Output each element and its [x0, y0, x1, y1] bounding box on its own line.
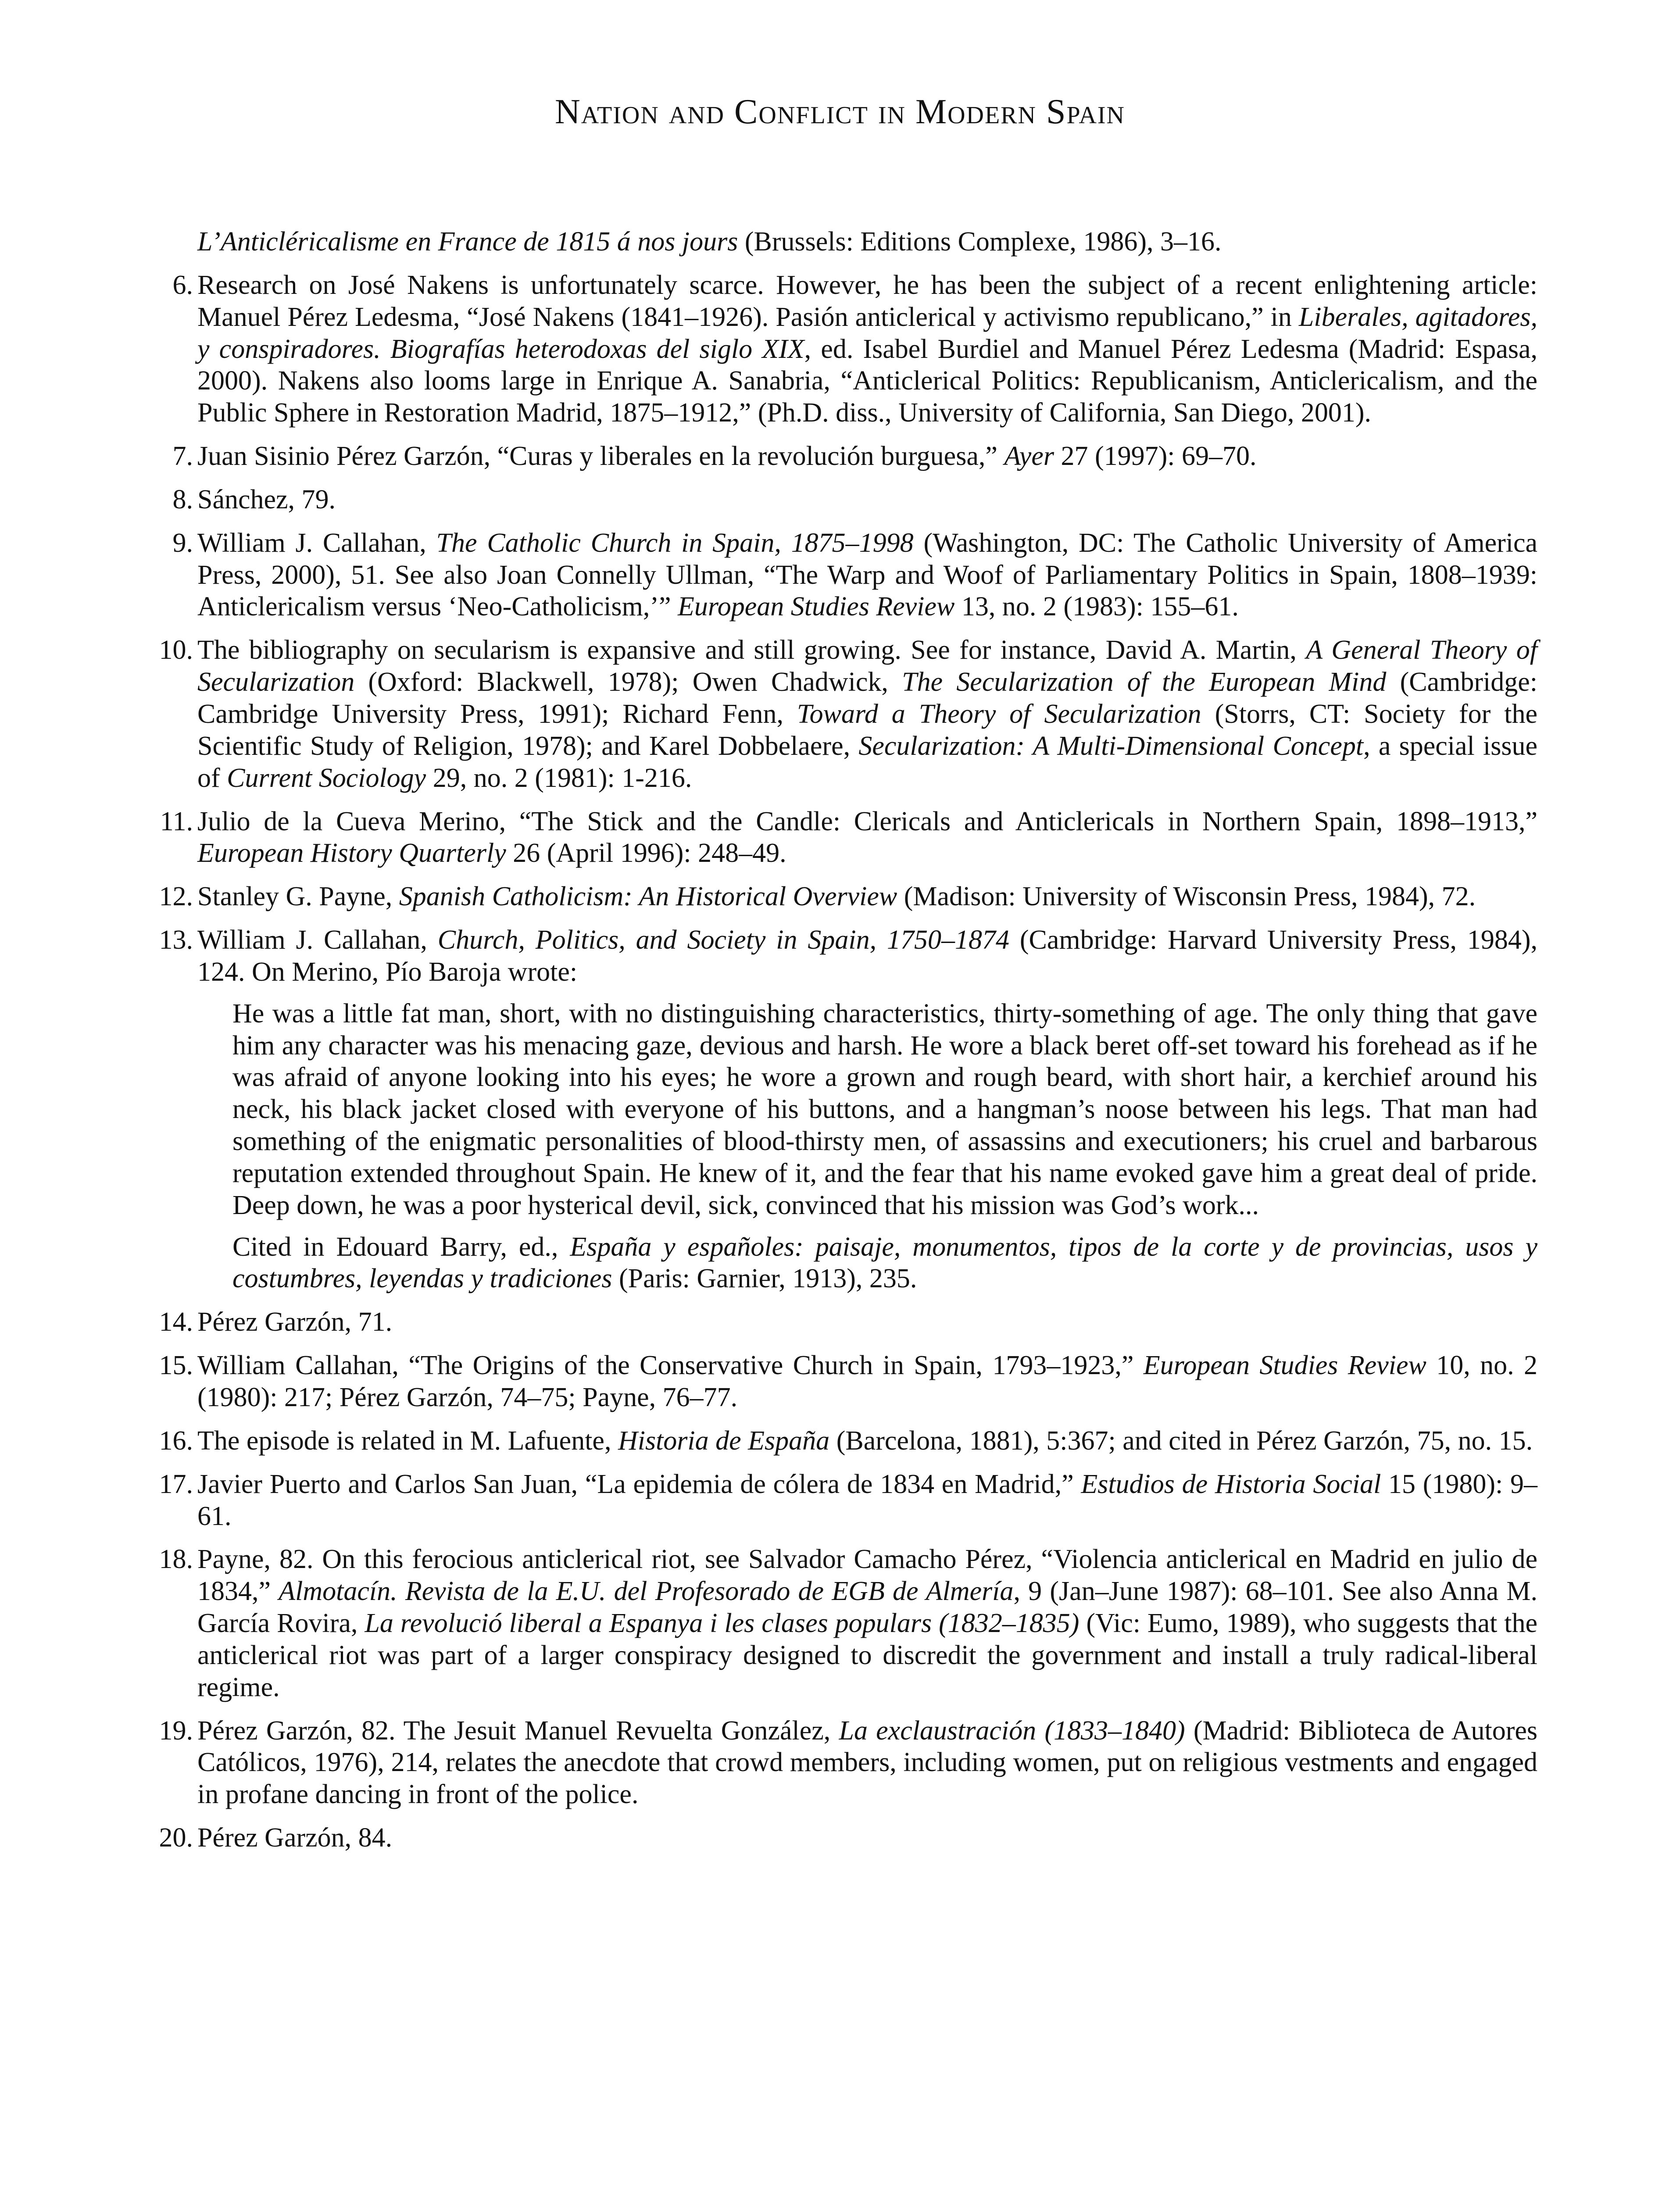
endnote-body — [197, 441, 1257, 471]
endnote-number: 17. — [159, 1469, 193, 1499]
endnote-body — [197, 1823, 392, 1853]
italic-title: Toward a Theory of Secularization — [797, 699, 1201, 729]
endnote-number: 12. — [159, 882, 193, 912]
note-text: (Madrid: Biblioteca de Autores Católicos, 1976), 214, relates the anecdote that crowd members, including women, put on religious vestments and engaged in profane dancing in front of the police. — [197, 1715, 1538, 1810]
note-text: Pérez Garzón, 82. The Jesuit Manuel Revuelta González, — [197, 1715, 839, 1746]
endnote-7 — [132, 440, 1537, 472]
italic-title: European Studies Review — [1143, 1350, 1426, 1381]
endnote-body — [197, 528, 1537, 622]
italic-title: A General Theory of Secularization — [197, 635, 1537, 697]
endnote-12 — [132, 881, 1537, 913]
endnote-number: 19. — [159, 1715, 193, 1746]
note-text: William J. Callahan, — [197, 925, 438, 955]
italic-title: Secularization: A Multi-Dimensional Concept — [858, 731, 1364, 761]
endnote-number: 10. — [159, 635, 193, 665]
note-text: 13, no. 2 (1983): 155–61. — [954, 592, 1239, 622]
endnote-body — [197, 1426, 1533, 1456]
endnote-body — [197, 882, 1476, 911]
endnote-10 — [132, 634, 1537, 794]
endnote-body — [197, 635, 1537, 793]
italic-title: Liberales, agitadores, y conspiradores. Biografías heterodoxas del siglo XIX — [197, 302, 1537, 364]
endnote-number: 6. — [172, 270, 193, 300]
note-text: (Barcelona, 1881), 5:367; and cited in Pérez Garzón, 75, no. 15. — [829, 1425, 1533, 1456]
endnote-body — [197, 1544, 1537, 1702]
note-text: 26 (April 1996): 248–49. — [506, 838, 786, 868]
endnote-body — [197, 1307, 392, 1337]
note-text: Cited in Edouard Barry, ed., — [232, 1232, 570, 1262]
italic-title: European Studies Review — [678, 592, 955, 622]
note-text: (Madison: University of Wisconsin Press, 1984), 72. — [897, 882, 1476, 912]
italic-title: Church, Politics, and Society in Spain, 1750–1874 — [437, 925, 1009, 955]
italic-title: Ayer — [1004, 441, 1054, 471]
endnote-19 — [132, 1715, 1537, 1811]
note-text: 15 (1980): 9–61. — [197, 1469, 1538, 1531]
note-text: Sánchez, 79. — [197, 484, 336, 514]
endnote-20 — [132, 1822, 1537, 1854]
note-text: (Brussels: Editions Complexe, 1986), 3–16. — [738, 227, 1222, 257]
endnote-15 — [132, 1350, 1537, 1414]
note-text: 10, no. 2 (1980): 217; Pérez Garzón, 74–75; Payne, 76–77. — [197, 1350, 1538, 1412]
endnotes-list — [132, 226, 1537, 1865]
endnote-8 — [132, 484, 1537, 516]
italic-title: Estudios de Historia Social — [1081, 1469, 1381, 1499]
block-quote-paragraph — [232, 998, 1537, 1222]
note-text: The bibliography on secularism is expansive and still growing. See for instance, David A. Martin, — [197, 635, 1306, 665]
italic-title: Spanish Catholicism: An Historical Overview — [399, 882, 897, 912]
italic-title: Current Sociology — [227, 763, 426, 793]
note-text: , a special issue of — [197, 731, 1538, 793]
endnote-number: 14. — [159, 1307, 193, 1337]
block-quote-paragraph — [232, 1231, 1537, 1295]
endnote-number: 11. — [160, 806, 193, 836]
note-text: 27 (1997): 69–70. — [1054, 441, 1257, 471]
note-text: The episode is related in M. Lafuente, — [197, 1425, 618, 1456]
endnote-number: 8. — [172, 484, 193, 514]
note-text: (Storrs, CT: Society for the Scientific Study of Religion, 1978); and Karel Dobbelaere, — [197, 699, 1537, 761]
italic-title: European History Quarterly — [197, 838, 506, 868]
running-header: Nation and Conflict in Modern Spain — [554, 93, 1125, 131]
note-text: William Callahan, “The Origins of the Conservative Church in Spain, 1793–1923,” — [197, 1350, 1144, 1381]
note-text: (Cambridge: Cambridge University Press, 1991); Richard Fenn, — [197, 667, 1537, 729]
endnote-11 — [132, 806, 1537, 870]
endnote-body — [197, 227, 1222, 257]
italic-title: España y españoles: paisaje, monumentos, tipos de la corte y de provincias, usos y costumbres, leyendas y tradiciones — [232, 1232, 1538, 1294]
note-text: Javier Puerto and Carlos San Juan, “La epidemia de cólera de 1834 en Madrid,” — [197, 1469, 1081, 1499]
note-text: Payne, 82. On this ferocious anticlerical riot, see Salvador Camacho Pérez, “Violencia anticlerical en Madrid en julio de 1834,” — [197, 1544, 1537, 1607]
note-text: 29, no. 2 (1981): 1-216. — [426, 763, 692, 793]
endnote-number: 20. — [159, 1823, 193, 1853]
endnote-number: 7. — [172, 441, 193, 471]
note-text: (Cambridge: Harvard University Press, 1984), 124. On Merino, Pío Baroja wrote: — [197, 925, 1538, 987]
endnote-body — [197, 1350, 1537, 1412]
italic-title: La exclaustración (1833–1840) — [839, 1715, 1185, 1746]
endnote-body — [197, 485, 336, 514]
italic-title: La revolució liberal a Espanya i les clases populars (1832–1835) — [365, 1608, 1079, 1639]
note-text: Research on José Nakens is unfortunately scarce. However, he has been the subject of a recent enlightening article: Manuel Pérez Ledesma, “José Nakens (1841–1926). Pasión anticlerical y activismo republicano,” in — [197, 270, 1537, 332]
endnote-14 — [132, 1306, 1537, 1338]
endnote-16 — [132, 1425, 1537, 1457]
endnote-6 — [132, 269, 1537, 429]
italic-title: Almotacín. Revista de la E.U. del Profesorado de EGB de Almería — [279, 1576, 1014, 1607]
note-text: Stanley G. Payne, — [197, 882, 399, 912]
endnote-body — [197, 925, 1537, 987]
note-text: , 9 (Jan–June 1987): 68–101. See also Anna M. García Rovira, — [197, 1576, 1538, 1639]
endnote-number: 9. — [172, 528, 193, 558]
note-text: (Paris: Garnier, 1913), 235. — [612, 1264, 917, 1294]
endnote-body — [197, 1469, 1537, 1531]
italic-title: Historia de España — [618, 1425, 830, 1456]
italic-title: The Secularization of the European Mind — [902, 667, 1387, 697]
note-text: Pérez Garzón, 84. — [197, 1823, 393, 1853]
note-text: (Washington, DC: The Catholic University of America Press, 2000), 51. See also Joan Connelly Ullman, “The Warp and Woof of Parliamentary Politics in Spain, 1808–1939: Anticlericalism versus ‘Neo-Catholicism,’” — [197, 528, 1538, 622]
endnote-17 — [132, 1468, 1537, 1532]
note-text: Julio de la Cueva Merino, “The Stick and the Candle: Clericals and Anticlericals in Northern Spain, 1898–1913,” — [197, 806, 1537, 836]
note-text: He was a little fat man, short, with no distinguishing characteristics, thirty-something of age. The only thing that gave him any character was his menacing gaze, devious and harsh. He wore a black beret off-set toward his forehead as if he was afraid of anyone looking into his eyes; he wore a grown and rough beard, with short hair, a kerchief around his neck, his black jacket closed with everyone of his buttons, and a hangman’s noose between his legs. That man had something of the enigmatic personalities of blood-thirsty men, of assassins and executioners; his cruel and barbarous reputation extended throughout Spain. He knew of it, and the fear that his name evoked gave him a great deal of pride. Deep down, he was a poor hysterical devil, sick, convinced that his mission was God’s work... — [232, 998, 1537, 1220]
note-text: (Oxford: Blackwell, 1978); Owen Chadwick, — [354, 667, 902, 697]
note-text: William J. Callahan, — [197, 528, 436, 558]
endnote-body — [197, 807, 1537, 868]
endnote-number: 16. — [159, 1425, 193, 1456]
endnote-13 — [132, 924, 1537, 1295]
note-text: (Vic: Eumo, 1989), who suggests that the anticlerical riot was part of a larger conspiracy designed to discredit the government and install a truly radical-liberal regime. — [197, 1608, 1537, 1702]
note-text: , ed. Isabel Burdiel and Manuel Pérez Ledesma (Madrid: Espasa, 2000). Nakens also looms large in Enrique A. Sanabria, “Anticlerical Politics: Republicanism, Anticlericalism, and the Public Sphere in Restoration Madrid, 1875–1912,” (Ph.D. diss., University of California, San Diego, 2001). — [197, 334, 1537, 428]
endnote-18 — [132, 1543, 1537, 1703]
endnote-number: 18. — [159, 1544, 193, 1575]
italic-title: L’Anticléricalisme en France de 1815 á nos jours — [197, 227, 738, 257]
block-quote — [232, 998, 1537, 1295]
endnote-number: 15. — [159, 1350, 193, 1381]
endnote-body — [197, 270, 1537, 428]
endnote-body — [197, 1716, 1537, 1810]
endnote-9 — [132, 527, 1537, 623]
note-text: Pérez Garzón, 71. — [197, 1307, 393, 1337]
endnote-5cont — [132, 226, 1537, 258]
endnote-number: 13. — [159, 925, 193, 955]
note-text: Juan Sisinio Pérez Garzón, “Curas y liberales en la revolución burguesa,” — [197, 441, 1004, 471]
italic-title: The Catholic Church in Spain, 1875–1998 — [436, 528, 914, 558]
